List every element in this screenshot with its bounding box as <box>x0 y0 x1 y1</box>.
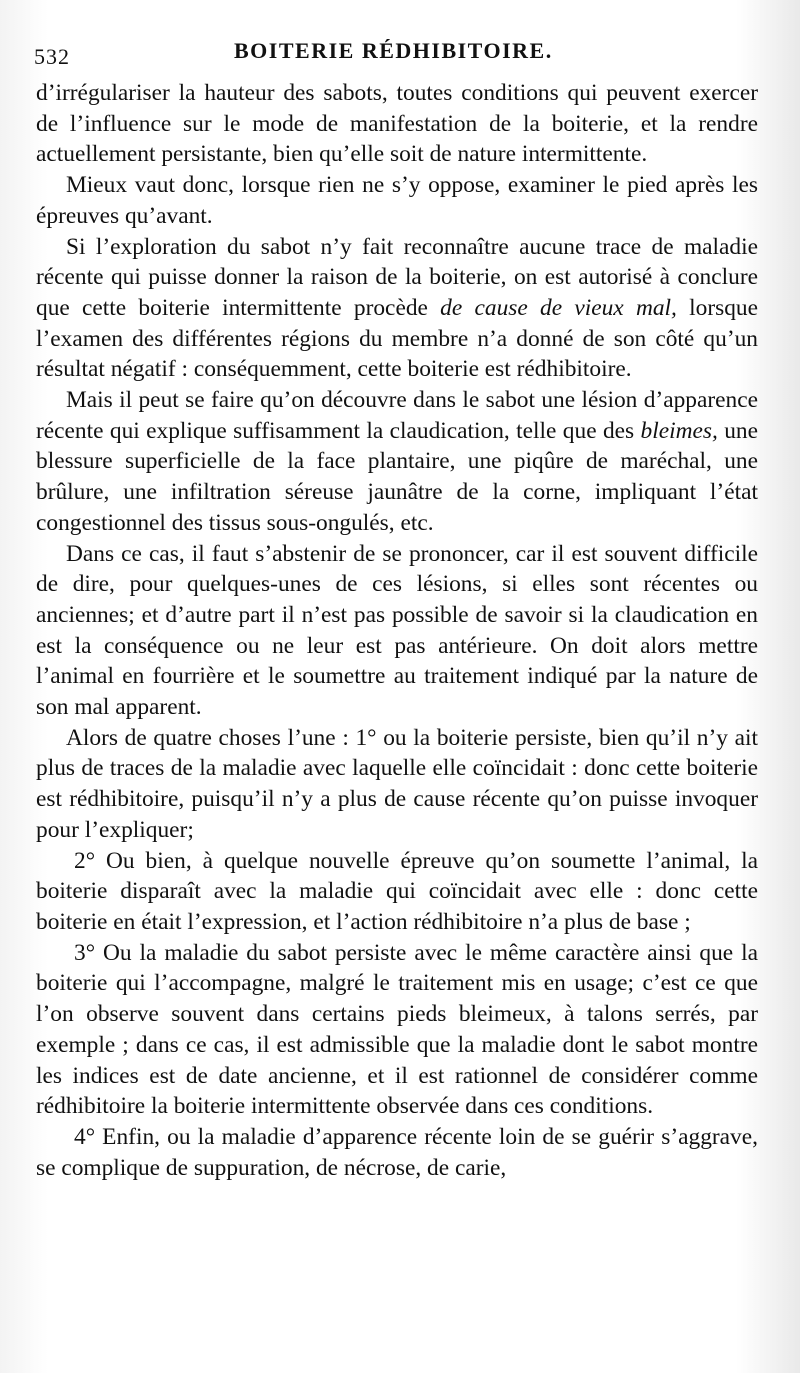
page-number: 532 <box>34 44 70 69</box>
body-text <box>36 78 758 1183</box>
paragraph-3: Si l’exploration du sabot n’y fait reconnaître aucune trace de maladie récente qui puisse donner la raison de la boiterie, on est autorisé à conclure que cette boiterie intermittente procède de cause de vieux mal, lorsque l’examen des différentes régions du membre n’a donné de son côté qu’un résultat négatif : conséquemment, cette boiterie est rédhibitoire. <box>36 233 758 383</box>
paragraph-7: 2° Ou bien, à quelque nouvelle épreuve qu’on soumette l’animal, la boiterie disparaît avec la maladie qui coïncidait avec elle : donc cette boiterie en était l’expression, et l’action rédhibitoire n’a plus de base ; <box>36 847 758 935</box>
paragraph-8: 3° Ou la maladie du sabot persiste avec le même caractère ainsi que la boiterie qui l’accompagne, malgré le traitement mis en usage; c’est ce que l’on observe souvent dans certains pieds bleimeux, à talons serrés, par exemple ; dans ce cas, il est admissible que la maladie dont le sabot montre les indices est de date ancienne, et il est rationnel de considérer comme rédhibitoire la boiterie intermittente observée dans ces conditions. <box>36 939 758 1120</box>
running-title: BOITERIE RÉDHIBITOIRE. <box>234 38 553 63</box>
italic-word: bleimes, <box>640 417 718 444</box>
paragraph-6: Alors de quatre choses l’une : 1° ou la boiterie persiste, bien qu’il n’y ait plus de traces de la maladie avec laquelle elle coïncidait : donc cette boiterie est rédhibitoire, puisqu’il n’y a plus de cause récente qu’on puisse invoquer pour l’expliquer; <box>36 724 758 843</box>
paragraph-2: Mieux vaut donc, lorsque rien ne s’y oppose, examiner le pied après les épreuves qu’avant. <box>36 172 758 229</box>
paragraph-1: d’irrégulariser la hauteur des sabots, toutes conditions qui peuvent exercer de l’influence sur le mode de manifestation de la boiterie, et la rendre actuellement persistante, bien qu’elle soit de nature intermittente. <box>36 80 758 168</box>
paragraph-4: Mais il peut se faire qu’on découvre dans le sabot une lésion d’apparence récente qui explique suffisamment la claudication, telle que des bleimes, une blessure superficielle de la face plantaire, une piqûre de maréchal, une brûlure, une infiltration séreuse jaunâtre de la corne, impliquant l’état congestionnel des tissus sous-ongulés, etc. <box>36 387 758 536</box>
paragraph-5: Dans ce cas, il faut s’abstenir de se prononcer, car il est souvent difficile de dire, pour quelques-unes de ces lésions, si elles sont récentes ou anciennes; et d’autre part il n’est pas possible de savoir si la claudication en est la conséquence ou ne leur est pas antérieure. On doit alors mettre l’animal en fourrière et le soumettre au traitement indiqué par la nature de son mal apparent. <box>36 540 758 721</box>
paragraph-9: 4° Enfin, ou la maladie d’apparence récente loin de se guérir s’aggrave, se complique de suppuration, de nécrose, de carie, <box>36 1123 758 1181</box>
italic-phrase: de cause de vieux mal, <box>440 294 677 321</box>
page-header <box>34 38 769 78</box>
